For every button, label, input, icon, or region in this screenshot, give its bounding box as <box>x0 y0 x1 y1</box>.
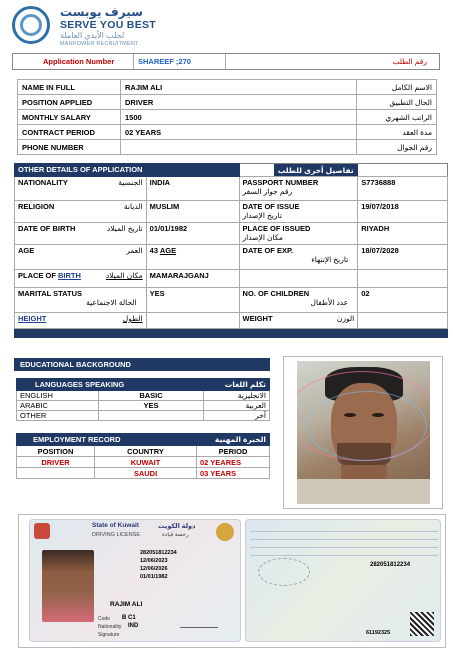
height-value <box>146 313 239 329</box>
application-number-value: SHAREEF ;270 <box>138 57 191 66</box>
table-row <box>18 95 437 110</box>
license-holder-name: RAJIM ALI <box>110 601 143 608</box>
license-back-row <box>250 548 438 556</box>
table-row <box>18 80 437 95</box>
basic-info-table <box>17 79 437 155</box>
height-label[interactable]: HEIGHT <box>18 314 47 323</box>
table-row <box>17 468 270 479</box>
weight-value <box>358 313 448 329</box>
table-header-row <box>17 446 270 457</box>
language-level: BASIC <box>99 391 204 401</box>
expiry-cell <box>239 245 358 270</box>
table-row <box>15 201 448 223</box>
age-cell <box>15 245 147 270</box>
age-label-ar: العمر <box>126 246 143 255</box>
weight-label: WEIGHT <box>242 314 273 323</box>
license-back <box>245 519 441 642</box>
phone-label-ar: رقم الجوال <box>357 140 437 155</box>
table-row <box>15 288 448 313</box>
license-signature <box>180 616 218 628</box>
logo-arabic-name: سيرف يوبست <box>60 5 143 19</box>
religion-cell <box>15 201 147 223</box>
table-header-row <box>17 379 270 391</box>
religion-value: MUSLIM <box>146 201 239 223</box>
pob-label-ar: مكان الميلاد <box>105 271 143 280</box>
employment-position: DRIVER <box>17 457 95 468</box>
language-name-ar: العربية <box>204 401 270 411</box>
applicant-photo-frame <box>283 356 443 509</box>
marital-label: MARITAL STATUS <box>18 289 83 298</box>
expiry-label: DATE OF EXP. <box>242 246 294 255</box>
phone-value <box>121 140 357 155</box>
passport-value: S7736888 <box>358 177 448 201</box>
phone-label: PHONE NUMBER <box>18 140 121 155</box>
license-back-row <box>250 524 438 532</box>
license-code: B C1 <box>122 615 136 621</box>
table-row <box>17 391 270 401</box>
place-issued-label-ar: مكان الإصدار <box>242 233 283 242</box>
photo-shirt <box>297 479 430 504</box>
company-logo <box>10 4 160 50</box>
language-level: YES <box>99 401 204 411</box>
expiry-label-ar: تاريخ الإنتهاء <box>311 255 349 264</box>
dob-label-ar: تاريخ الميلاد <box>106 224 143 233</box>
application-number-label-ar: رقم الطلب <box>392 57 427 66</box>
table-row <box>15 223 448 245</box>
weight-label-ar: الوزن <box>336 314 355 323</box>
height-label-ar: الطول <box>122 314 143 323</box>
table-row <box>18 125 437 140</box>
license-nationality-label: Nationality <box>98 624 122 630</box>
empty-cell <box>358 270 448 288</box>
logo-arabic-subtitle: لجلب الأيدي العاملة <box>60 31 125 40</box>
logo-english-subtitle: MANPOWER RECRUITMENT <box>60 41 139 47</box>
languages-header-ar: تكلم اللغات <box>204 379 270 391</box>
application-number-bar <box>12 53 440 70</box>
employment-table <box>16 433 270 479</box>
license-front <box>29 519 241 642</box>
marital-label-ar: الحالة الاجتماعية <box>86 298 137 307</box>
language-level <box>99 411 204 421</box>
table-row <box>17 411 270 421</box>
position-label: POSITION APPLIED <box>18 95 121 110</box>
license-signature-label: Signature <box>98 632 120 638</box>
license-back-number: 282051812234 <box>370 562 411 568</box>
place-issued-cell <box>239 223 358 245</box>
age-label: AGE <box>18 246 35 255</box>
weight-cell <box>239 313 358 329</box>
table-row <box>18 110 437 125</box>
kuwait-emblem-icon <box>34 523 50 539</box>
salary-value: 1500 <box>121 110 357 125</box>
place-issued-value: RIYADH <box>358 223 448 245</box>
position-label-ar: الحال التطبيق <box>357 95 437 110</box>
language-name-ar: الانجليزية <box>204 391 270 401</box>
other-details-header-ar: تفاصيل أخرى للطلب <box>274 164 358 176</box>
pob-cell <box>15 270 147 288</box>
passport-label: PASSPORT NUMBER <box>242 178 319 187</box>
dob-value: 01/01/1982 <box>146 223 239 245</box>
employment-country: KUWAIT <box>95 457 197 468</box>
language-name: OTHER <box>17 411 99 421</box>
language-name: ARABIC <box>17 401 99 411</box>
photo-holographic-arc <box>307 391 427 461</box>
languages-header: LANGUAGES SPEAKING <box>17 379 204 391</box>
pob-link[interactable]: BIRTH <box>58 271 81 280</box>
passport-label-ar: رقم جواز السفر <box>242 187 293 196</box>
employment-position <box>17 468 95 479</box>
qr-code-icon <box>410 612 434 636</box>
issue-date-label: DATE OF ISSUE <box>242 202 300 211</box>
table-row <box>15 313 448 329</box>
issue-date-value: 19/07/2018 <box>358 201 448 223</box>
license-title-en: DRIVING LICENSE <box>92 532 140 538</box>
empty-cell <box>239 270 358 288</box>
issue-date-label-ar: تاريخ الإصدار <box>242 211 282 220</box>
logo-inner-ring-icon <box>20 14 42 36</box>
contract-value: 02 YEARS <box>121 125 357 140</box>
religion-label-ar: الديانة <box>123 202 143 211</box>
license-title-ar: رخصة قيادة <box>162 532 189 538</box>
expiry-value: 18/07/2028 <box>358 245 448 270</box>
license-date-issue: 12/06/2023 <box>140 558 168 564</box>
license-date-expiry: 12/06/2026 <box>140 566 168 572</box>
height-cell <box>15 313 147 329</box>
applicant-photo <box>297 361 430 504</box>
employment-period: 03 YEARS <box>197 468 270 479</box>
religion-label: RELIGION <box>18 202 55 211</box>
employment-header: EMPLOYMENT RECORD <box>17 434 197 446</box>
license-state-en: State of Kuwait <box>92 522 139 529</box>
dob-label: DATE OF BIRTH <box>18 224 76 233</box>
application-number-label: Application Number <box>43 57 115 66</box>
children-cell <box>239 288 358 313</box>
table-row <box>18 140 437 155</box>
children-label-ar: عدد الأطفال <box>310 298 349 307</box>
table-row <box>17 401 270 411</box>
col-position: POSITION <box>17 446 95 457</box>
nationality-label-ar: الجنسية <box>118 178 143 187</box>
age-unit: AGE <box>159 246 177 255</box>
salary-label: MONTHLY SALARY <box>18 110 121 125</box>
dob-cell <box>15 223 147 245</box>
nationality-cell <box>15 177 147 201</box>
language-name: ENGLISH <box>17 391 99 401</box>
license-dob: 01/01/1982 <box>140 574 168 580</box>
name-value: RAJIM ALI <box>121 80 357 95</box>
table-row <box>17 457 270 468</box>
age-value-cell <box>146 245 239 270</box>
position-value: DRIVER <box>121 95 357 110</box>
table-row <box>15 245 448 270</box>
logo-english-name: SERVE YOU BEST <box>60 19 157 31</box>
salary-label-ar: الراتب الشهري <box>357 110 437 125</box>
nationality-value: INDIA <box>146 177 239 201</box>
name-label-ar: الاسم الكامل <box>357 80 437 95</box>
col-period: PERIOD <box>197 446 270 457</box>
table-header-row <box>15 164 448 177</box>
passport-cell <box>239 177 358 201</box>
pob-label: PLACE OF <box>18 271 56 280</box>
language-name-ar: آخر <box>204 411 270 421</box>
name-label: NAME IN FULL <box>18 80 121 95</box>
col-country: COUNTRY <box>95 446 197 457</box>
age-value: 43 <box>149 246 158 255</box>
employment-country: SAUDI <box>95 468 197 479</box>
table-header-row <box>17 434 270 446</box>
driving-license-frame <box>18 514 446 648</box>
license-back-table <box>250 524 438 556</box>
children-value: 02 <box>358 288 448 313</box>
license-back-serial: 61192325 <box>366 630 391 636</box>
table-footer-bar <box>15 329 448 338</box>
footer-cell <box>15 329 448 338</box>
application-number-box <box>133 54 226 69</box>
table-row <box>15 270 448 288</box>
languages-table <box>16 378 270 421</box>
license-code-label: Code <box>98 616 110 622</box>
employment-header-ar: الخبرة المهنية <box>197 434 270 446</box>
police-seal-icon <box>216 523 234 541</box>
marital-cell <box>15 288 147 313</box>
issue-date-cell <box>239 201 358 223</box>
children-label: NO. OF CHILDREN <box>242 289 310 298</box>
license-nationality: IND <box>128 623 139 629</box>
license-back-row <box>250 540 438 548</box>
hologram-icon <box>258 558 310 586</box>
pob-value: MAMARAJGANJ <box>146 270 239 288</box>
table-row <box>15 177 448 201</box>
contract-label-ar: مدة العقد <box>357 125 437 140</box>
other-details-table <box>14 163 448 338</box>
other-details-header: OTHER DETAILS OF APPLICATION <box>15 164 240 177</box>
place-issued-label: PLACE OF ISSUED <box>242 224 311 233</box>
education-header: EDUCATIONAL BACKGROUND <box>14 358 270 371</box>
contract-label: CONTRACT PERIOD <box>18 125 121 140</box>
license-civil-id: 282051812234 <box>140 550 177 556</box>
license-photo <box>42 550 94 622</box>
license-state-ar: دولة الكويت <box>158 523 196 530</box>
license-back-row <box>250 532 438 540</box>
marital-value: YES <box>146 288 239 313</box>
nationality-label: NATIONALITY <box>18 178 68 187</box>
employment-period: 02 YEARES <box>197 457 270 468</box>
